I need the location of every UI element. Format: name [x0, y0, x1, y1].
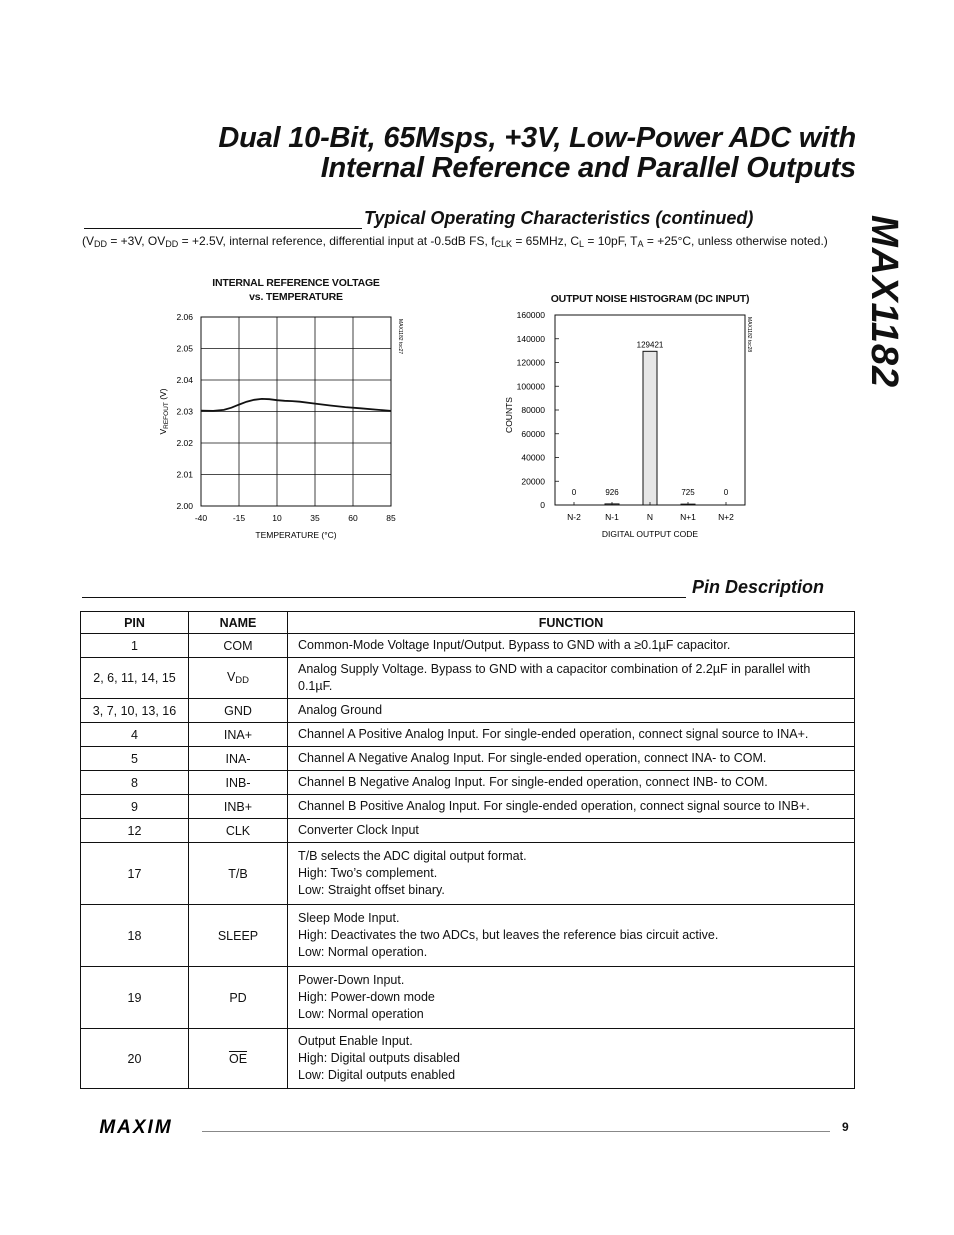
pin-function — [288, 905, 855, 967]
y-tick-label: 2.06 — [176, 312, 193, 322]
pin-name: INA- — [189, 747, 288, 771]
pin-function — [288, 723, 855, 747]
pin-name: CLK — [189, 819, 288, 843]
table-row — [81, 819, 855, 843]
function-line: Analog Ground — [298, 703, 383, 717]
title-line-1: Dual 10-Bit, 65Msps, +3V, Low-Power ADC with — [218, 122, 856, 154]
pin-section-rule — [82, 597, 686, 598]
function-line: High: Two’s complement. — [298, 866, 438, 880]
pin-function — [288, 843, 855, 905]
header-name: NAME — [189, 612, 288, 634]
noise-histogram-chart — [495, 305, 770, 545]
chart2-title: OUTPUT NOISE HISTOGRAM (DC INPUT) — [550, 293, 750, 305]
pin-function — [288, 658, 855, 699]
pin-number: 19 — [81, 967, 189, 1029]
pin-section-title: Pin Description — [692, 577, 825, 597]
reference-voltage-chart — [150, 305, 410, 545]
function-line: Low: Straight offset binary. — [298, 883, 445, 897]
y-tick-label: 160000 — [516, 310, 545, 320]
figure-code: MAX1182 toc28 — [746, 317, 752, 353]
function-line: Power-Down Input. — [298, 973, 405, 987]
pin-number: 2, 6, 11, 14, 15 — [81, 658, 189, 699]
function-line: Output Enable Input. — [298, 1034, 413, 1048]
pin-name: T/B — [189, 843, 288, 905]
histogram-bar — [643, 351, 657, 505]
y-tick-label: 60000 — [521, 428, 545, 439]
x-tick-label: N+2 — [718, 512, 734, 522]
pin-number: 9 — [81, 795, 189, 819]
function-line: Low: Digital outputs enabled — [298, 1068, 456, 1082]
y-tick-label: 2.05 — [176, 343, 193, 354]
table-row — [81, 967, 855, 1029]
pin-name: GND — [189, 699, 288, 723]
pin-number: 3, 7, 10, 13, 16 — [81, 699, 189, 723]
test-conditions: ($V_{DD} = +3V$, $OV_{DD} = +2.5V$, internal reference, differential input at -0.5dB FS, $f_{CLK} = 65MHz$, $C_L = 10pF$, $T_A = +25^\circ C$, unless otherwise noted.) — [82, 234, 828, 249]
series-line — [201, 399, 391, 411]
function-line: Channel B Negative Analog Input. For single-ended operation, connect INB- to COM. — [298, 775, 768, 789]
function-line: Channel A Negative Analog Input. For single-ended operation, connect INA- to COM. — [298, 751, 767, 765]
x-tick-label: 35 — [310, 513, 320, 523]
table-row — [81, 795, 855, 819]
pin-number: 4 — [81, 723, 189, 747]
footer-rule — [202, 1131, 830, 1132]
y-tick-label: 120000 — [516, 357, 545, 368]
pin-number: 17 — [81, 843, 189, 905]
function-line: Low: Normal operation. — [298, 945, 428, 959]
table-row — [81, 905, 855, 967]
table-row — [81, 1029, 855, 1089]
function-line: High: Power-down mode — [298, 990, 435, 1004]
pin-function — [288, 967, 855, 1029]
bar-data-label: 926 — [605, 488, 619, 497]
table-row — [81, 843, 855, 905]
table-row — [81, 699, 855, 723]
pin-number: 18 — [81, 905, 189, 967]
function-line: Channel A Positive Analog Input. For single-ended operation, connect signal source to INA+. — [298, 727, 809, 741]
pin-name: INA+ — [189, 723, 288, 747]
page-number: 9 — [842, 1120, 849, 1134]
pin-name: SLEEP — [189, 905, 288, 967]
function-line: Converter Clock Input — [298, 823, 419, 837]
pin-number: 1 — [81, 634, 189, 658]
pin-name: $V_{DD}$ — [189, 658, 288, 699]
pin-function — [288, 634, 855, 658]
title-line-2: Internal Reference and Parallel Outputs — [320, 152, 856, 184]
x-tick-label: 85 — [386, 513, 396, 523]
pin-table-body — [81, 634, 855, 1089]
y-tick-label: 2.02 — [176, 438, 193, 448]
table-row — [81, 771, 855, 795]
table-header-row — [81, 612, 855, 634]
pin-function — [288, 1029, 855, 1089]
y-tick-label: 20000 — [521, 476, 545, 487]
function-line: High: Digital outputs disabled — [298, 1051, 460, 1065]
pin-number: 5 — [81, 747, 189, 771]
y-tick-label: 2.03 — [176, 406, 193, 417]
pin-name: INB- — [189, 771, 288, 795]
function-line: T/B selects the ADC digital output format. — [298, 849, 527, 863]
y-tick-label: 2.01 — [176, 469, 193, 480]
pin-name: INB+ — [189, 795, 288, 819]
y-tick-label: 100000 — [516, 381, 545, 392]
pin-function — [288, 699, 855, 723]
y-axis-label: COUNTS — [504, 397, 514, 433]
x-axis-label: TEMPERATURE (°C) — [255, 530, 337, 540]
y-tick-label: 2.00 — [176, 501, 193, 511]
pin-function — [288, 819, 855, 843]
maxim-logo-text: MAXIM — [99, 1118, 173, 1136]
y-axis-label-unit: (V) — [158, 388, 168, 403]
chart1-title: INTERNAL REFERENCE VOLTAGE vs. TEMPERATURE — [212, 277, 380, 303]
page-title — [80, 123, 856, 183]
pin-number: 8 — [81, 771, 189, 795]
maxim-logo — [82, 1118, 190, 1136]
pin-name: $\overline{OE}$ — [189, 1029, 288, 1089]
pin-function — [288, 747, 855, 771]
function-line: Analog Supply Voltage. Bypass to GND with a capacitor combination of 2.2µF in parallel with 0.1µF. — [298, 662, 811, 693]
table-row — [81, 634, 855, 658]
y-tick-label: 2.04 — [176, 375, 193, 385]
x-axis-label: DIGITAL OUTPUT CODE — [601, 529, 699, 539]
bar-data-label: 0 — [723, 488, 729, 497]
pin-number: 20 — [81, 1029, 189, 1089]
function-line: Common-Mode Voltage Input/Output. Bypass to GND with a ≥0.1µF capacitor. — [298, 638, 731, 652]
x-tick-label: N-2 — [567, 512, 581, 522]
x-tick-label: 60 — [348, 513, 358, 523]
y-axis-label — [158, 388, 170, 434]
bar-data-label: 0 — [571, 488, 577, 497]
table-row — [81, 747, 855, 771]
figure-code: MAX1182 toc27 — [397, 319, 403, 355]
x-tick-label: N-1 — [605, 512, 619, 522]
pin-function — [288, 771, 855, 795]
x-tick-label: N+1 — [680, 512, 696, 522]
y-tick-label: 0 — [540, 500, 545, 510]
function-line: Low: Normal operation — [298, 1007, 424, 1021]
pin-name: PD — [189, 967, 288, 1029]
function-line: Sleep Mode Input. — [298, 911, 400, 925]
section-rule — [84, 228, 362, 229]
table-row — [81, 723, 855, 747]
table-row — [81, 658, 855, 699]
part-number-side-label: MAX1182 — [863, 215, 905, 389]
x-tick-label: N — [646, 512, 654, 522]
function-line: Channel B Positive Analog Input. For single-ended operation, connect signal source to INB+. — [298, 799, 810, 813]
header-pin: PIN — [81, 612, 189, 634]
x-tick-label: -15 — [232, 513, 246, 523]
pin-function — [288, 795, 855, 819]
y-axis-label-main: V — [158, 428, 168, 435]
bar-data-label: 129421 — [636, 340, 664, 350]
bar-data-label: 725 — [681, 488, 695, 497]
x-tick-label: -40 — [194, 513, 208, 523]
pin-number: 12 — [81, 819, 189, 843]
function-line: High: Deactivates the two ADCs, but leaves the reference bias circuit active. — [298, 928, 719, 942]
y-tick-label: 80000 — [521, 405, 545, 415]
y-axis-label-sub: REFOUT — [163, 402, 170, 429]
y-tick-label: 140000 — [516, 333, 545, 344]
pin-name: COM — [189, 634, 288, 658]
toc-section-title: Typical Operating Characteristics (continued) — [364, 208, 754, 228]
y-tick-label: 40000 — [521, 452, 545, 463]
header-function: FUNCTION — [288, 612, 855, 634]
x-tick-label: 10 — [272, 513, 282, 523]
pin-description-table — [80, 611, 855, 1089]
